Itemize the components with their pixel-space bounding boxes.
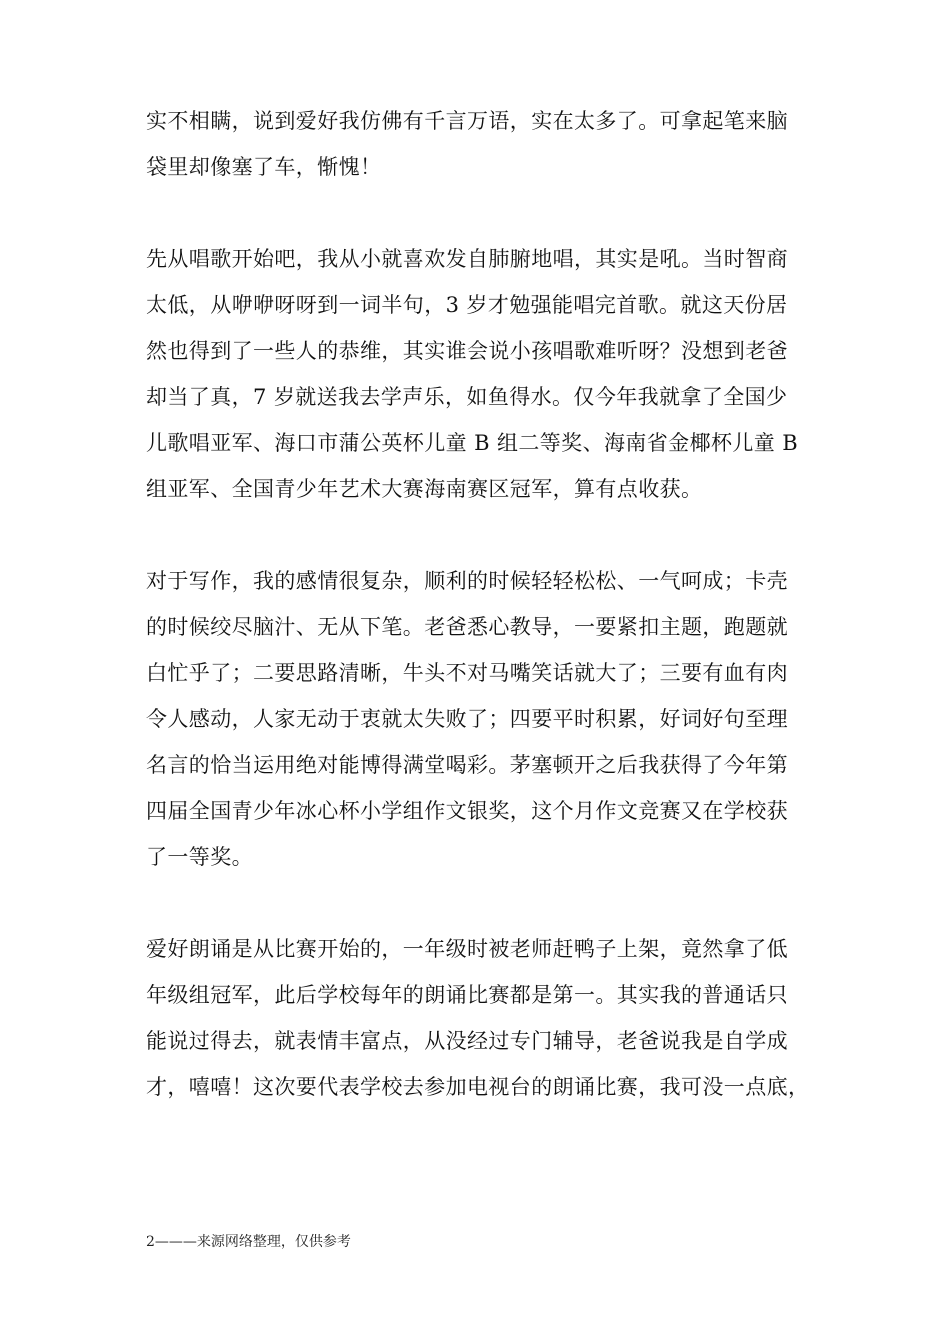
text-line: 了一等奖。 <box>146 845 253 869</box>
text-line: 儿歌唱亚军、海口市蒲公英杯儿童 B 组二等奖、海南省金椰杯儿童 B <box>146 431 799 455</box>
text-line: 才，嘻嘻！这次要代表学校去参加电视台的朗诵比赛，我可没一点底， <box>146 1075 810 1099</box>
text-line: 能说过得去，就表情丰富点，从没经过专门辅导，老爸说我是自学成 <box>146 1029 788 1053</box>
page-footer: 2———来源网络整理，仅供参考 <box>146 1234 351 1250</box>
text-line: 四届全国青少年冰心杯小学组作文银奖，这个月作文竞赛又在学校获 <box>146 799 788 823</box>
text-line: 爱好朗诵是从比赛开始的，一年级时被老师赶鸭子上架，竟然拿了低 <box>146 937 788 961</box>
text-line: 袋里却像塞了车，惭愧！ <box>146 155 382 179</box>
text-line: 年级组冠军，此后学校每年的朗诵比赛都是第一。其实我的普通话只 <box>146 983 788 1007</box>
paragraph-3 <box>146 558 826 880</box>
body-text <box>146 98 826 1156</box>
text-line: 的时候绞尽脑汁、无从下笔。老爸悉心教导，一要紧扣主题，跑题就 <box>146 615 788 639</box>
text-line: 白忙乎了；二要思路清晰，牛头不对马嘴笑话就大了；三要有血有肉 <box>146 661 788 685</box>
text-line: 令人感动，人家无动于衷就太失败了；四要平时积累，好词好句至理 <box>146 707 788 731</box>
text-line: 对于写作，我的感情很复杂，顺利的时候轻轻松松、一气呵成；卡壳 <box>146 569 788 593</box>
paragraph-4 <box>146 926 826 1110</box>
text-line: 太低，从咿咿呀呀到一词半句，3 岁才勉强能唱完首歌。就这天份居 <box>146 293 788 317</box>
text-line: 却当了真，7 岁就送我去学声乐，如鱼得水。仅今年我就拿了全国少 <box>146 385 788 409</box>
text-line: 组亚军、全国青少年艺术大赛海南赛区冠军，算有点收获。 <box>146 477 703 501</box>
paragraph-1 <box>146 98 826 190</box>
text-line: 实不相瞒，说到爱好我仿佛有千言万语，实在太多了。可拿起笔来脑 <box>146 109 788 133</box>
text-line: 名言的恰当运用绝对能博得满堂喝彩。茅塞顿开之后我获得了今年第 <box>146 753 788 777</box>
text-line: 先从唱歌开始吧，我从小就喜欢发自肺腑地唱，其实是吼。当时智商 <box>146 247 788 271</box>
text-line: 然也得到了一些人的恭维，其实谁会说小孩唱歌难听呀？没想到老爸 <box>146 339 788 363</box>
paragraph-2 <box>146 236 826 512</box>
